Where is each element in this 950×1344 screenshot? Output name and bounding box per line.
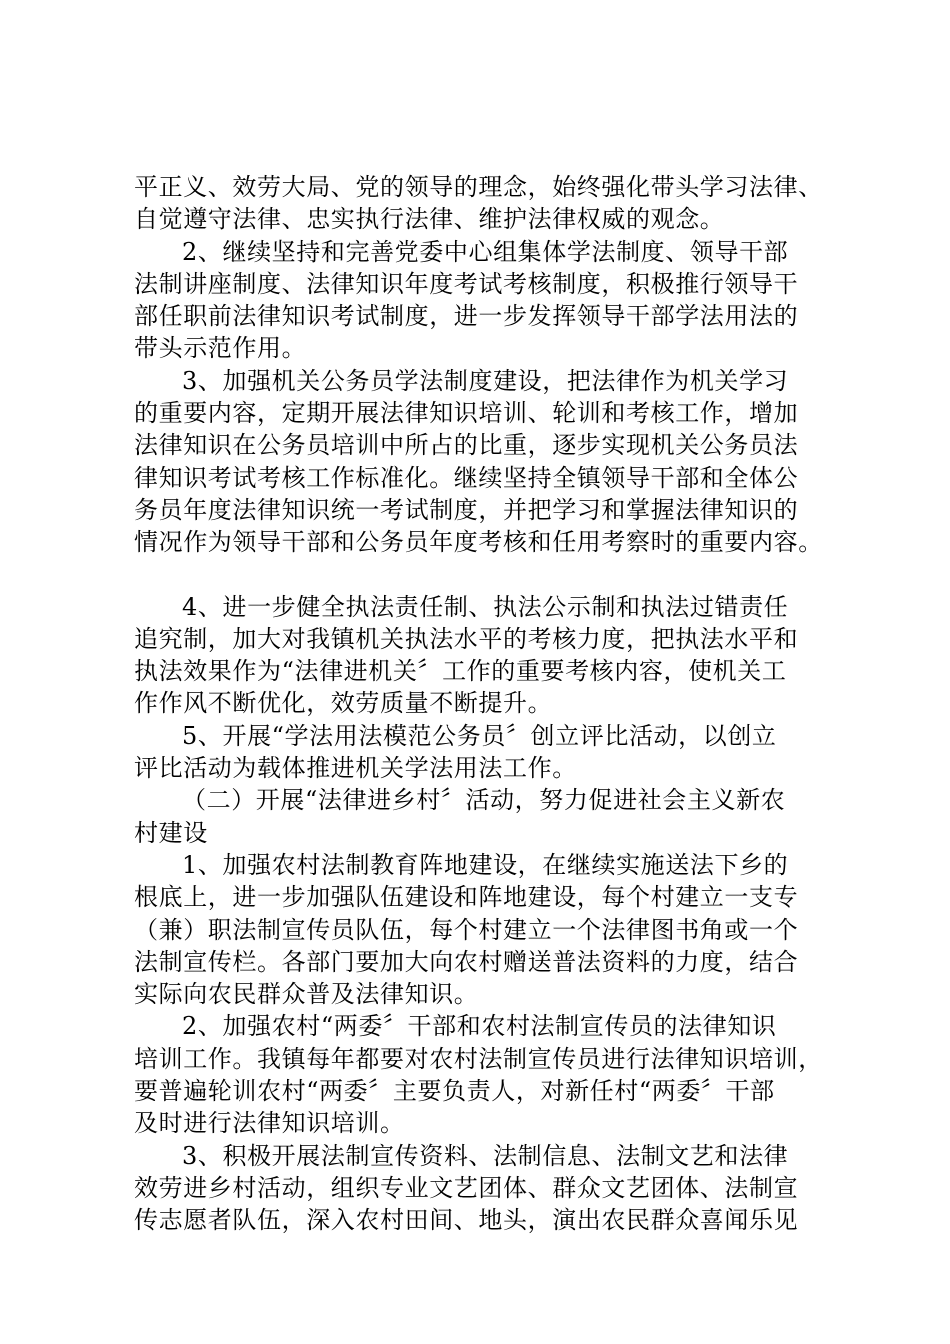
text-line: （兼）职法制宣传员队伍，每个村建立一个法律图书角或一个 <box>134 915 799 944</box>
text-line: 及时进行法律知识培训。 <box>134 1109 405 1138</box>
document-body <box>134 171 834 1237</box>
text-line: 1、加强农村法制教育阵地建设，在继续实施送法下乡的 <box>182 850 789 879</box>
paragraph <box>134 236 834 365</box>
text-line: 追究制，加大对我镇机关执法水平的考核力度，把执法水平和 <box>134 624 799 653</box>
text-line: 法制讲座制度、法律知识年度考试考核制度，积极推行领导干 <box>134 269 799 298</box>
text-line: 培训工作。我镇每年都要对农村法制宣传员进行法律知识培训， <box>134 1044 823 1073</box>
text-line: 4、进一步健全执法责任制、执法公示制和执法过错责任 <box>182 592 789 621</box>
text-line: 部任职前法律知识考试制度，进一步发挥领导干部学法用法的 <box>134 302 799 331</box>
text-line: 情况作为领导干部和公务员年度考核和任用考察时的重要内容。 <box>134 528 823 557</box>
text-line: 的重要内容，定期开展法律知识培训、轮训和考核工作，增加 <box>134 399 799 428</box>
paragraph <box>134 171 834 236</box>
text-line: 根底上，进一步加强队伍建设和阵地建设，每个村建立一支专 <box>134 883 799 912</box>
paragraph <box>134 849 834 1010</box>
text-line: 2、加强农村“两委〞干部和农村法制宣传员的法律知识 <box>182 1012 777 1041</box>
text-line: 法律知识在公务员培训中所占的比重，逐步实现机关公务员法 <box>134 431 799 460</box>
text-line: 平正义、效劳大局、党的领导的理念，始终强化带头学习法律、 <box>134 173 823 201</box>
paragraph <box>134 1140 834 1237</box>
text-line: 执法效果作为“法律进机关〞工作的重要考核内容，使机关工 <box>134 657 787 686</box>
text-line: 3、积极开展法制宣传资料、法制信息、法制文艺和法律 <box>182 1141 789 1170</box>
text-line: 实际向农民群众普及法律知识。 <box>134 980 479 1009</box>
text-line: 评比活动为载体推进机关学法用法工作。 <box>134 754 577 783</box>
text-line: 作作风不断优化，效劳质量不断提升。 <box>134 689 553 718</box>
text-line: 3、加强机关公务员学法制度建设，把法律作为机关学习 <box>182 366 789 395</box>
paragraph <box>134 1010 834 1139</box>
paragraph <box>134 720 834 785</box>
text-line: 法制宣传栏。各部门要加大向农村赠送普法资料的力度，结合 <box>134 947 799 976</box>
paragraph <box>134 365 834 559</box>
text-line: 2、继续坚持和完善党委中心组集体学法制度、领导干部 <box>182 237 789 266</box>
text-line: 传志愿者队伍，深入农村田间、地头，演出农民群众喜闻乐见 <box>134 1206 799 1235</box>
paragraph-gap <box>134 559 834 591</box>
paragraph <box>134 784 834 849</box>
text-line: 效劳进乡村活动，组织专业文艺团体、群众文艺团体、法制宣 <box>134 1173 799 1202</box>
text-line: （二）开展“法律进乡村〞活动，努力促进社会主义新农 <box>182 786 786 815</box>
text-line: 带头示范作用。 <box>134 334 307 363</box>
text-line: 要普遍轮训农村“两委〞主要负责人，对新任村“两委〞干部 <box>134 1077 775 1106</box>
text-line: 村建设 <box>134 818 208 847</box>
text-line: 自觉遵守法律、忠实执行法律、维护法律权威的观念。 <box>134 205 725 234</box>
text-line: 5、开展“学法用法模范公务员〞创立评比活动，以创立 <box>182 721 777 750</box>
text-line: 务员年度法律知识统一考试制度，并把学习和掌握法律知识的 <box>134 495 799 524</box>
paragraph <box>134 591 834 720</box>
text-line: 律知识考试考核工作标准化。继续坚持全镇领导干部和全体公 <box>134 463 799 492</box>
